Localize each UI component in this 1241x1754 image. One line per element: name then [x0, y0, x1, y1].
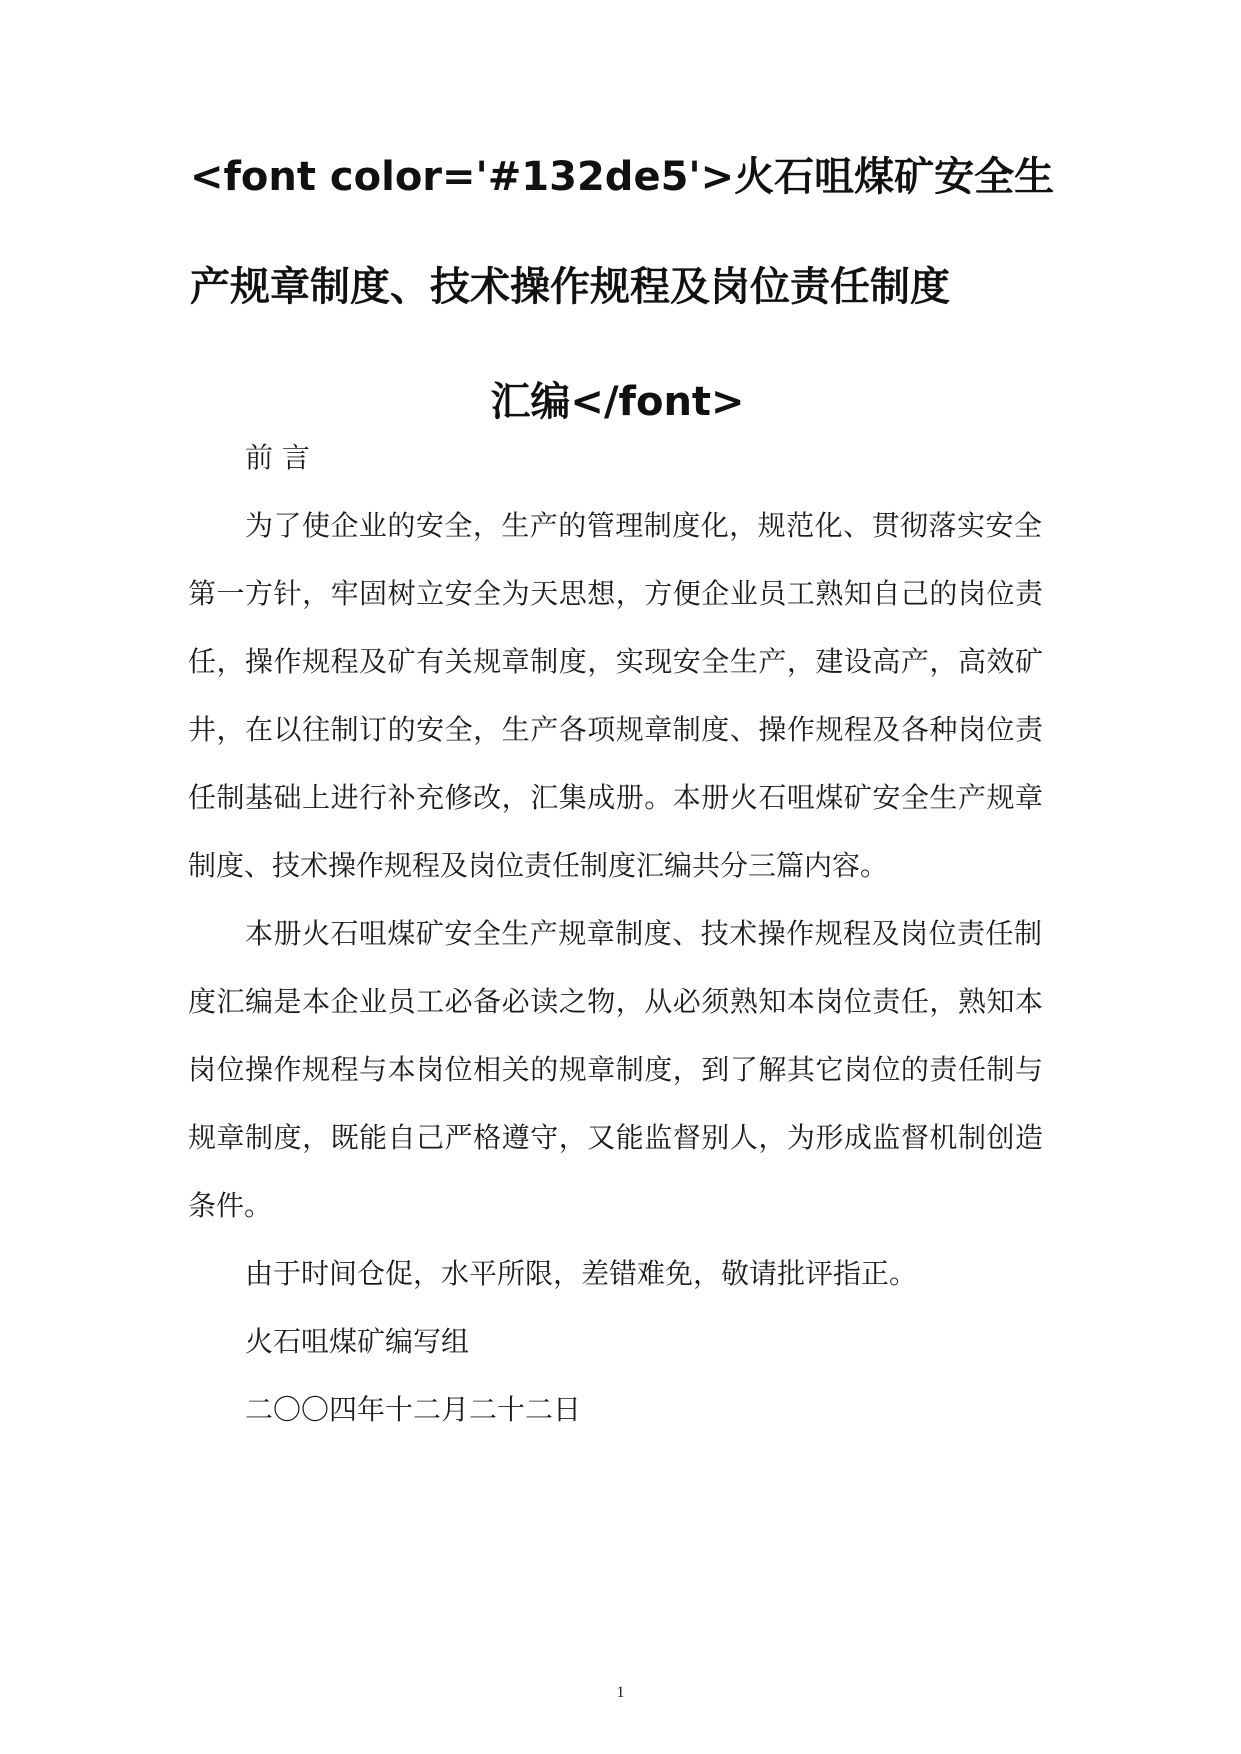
page-number: 1 [616, 1684, 625, 1701]
paragraph-1-line-4: 井，在以往制订的安全，生产各项规章制度、操作规程及各种岗位责 [188, 713, 1043, 746]
paragraph-2-line-1: 本册火石咀煤矿安全生产规章制度、技术操作规程及岗位责任制 [245, 917, 1042, 950]
paragraph-1-line-3: 任，操作规程及矿有关规章制度，实现安全生产，建设高产，高效矿 [188, 645, 1043, 678]
paragraph-1-line-1: 为了使企业的安全，生产的管理制度化，规范化、贯彻落实安全 [245, 509, 1042, 542]
title-line-1: <font color='#132de5'>火石咀煤矿安全生 [190, 154, 1055, 200]
title-line-3: 汇编</font> [490, 379, 745, 425]
paragraph-2-line-3: 岗位操作规程与本岗位相关的规章制度，到了解其它岗位的责任制与 [188, 1053, 1043, 1086]
paragraph-3: 由于时间仓促，水平所限，差错难免，敬请批评指正。 [245, 1257, 918, 1290]
date: 二〇〇四年十二月二十二日 [245, 1393, 582, 1426]
preface-heading: 前 言 [245, 441, 310, 474]
paragraph-1-line-5: 任制基础上进行补充修改，汇集成册。本册火石咀煤矿安全生产规章 [188, 781, 1043, 814]
paragraph-2-line-4: 规章制度，既能自己严格遵守，又能监督别人，为形成监督机制创造 [188, 1121, 1043, 1154]
paragraph-1-line-2: 第一方针，牢固树立安全为天思想，方便企业员工熟知自己的岗位责 [188, 577, 1043, 610]
paragraph-2-line-5: 条件。 [188, 1189, 273, 1222]
signature: 火石咀煤矿编写组 [245, 1325, 470, 1358]
paragraph-1-line-6: 制度、技术操作规程及岗位责任制度汇编共分三篇内容。 [188, 849, 889, 882]
paragraph-2-line-2: 度汇编是本企业员工必备必读之物，从必须熟知本岗位责任，熟知本 [188, 985, 1043, 1018]
title-line-2: 产规章制度、技术操作规程及岗位责任制度 [190, 264, 950, 310]
